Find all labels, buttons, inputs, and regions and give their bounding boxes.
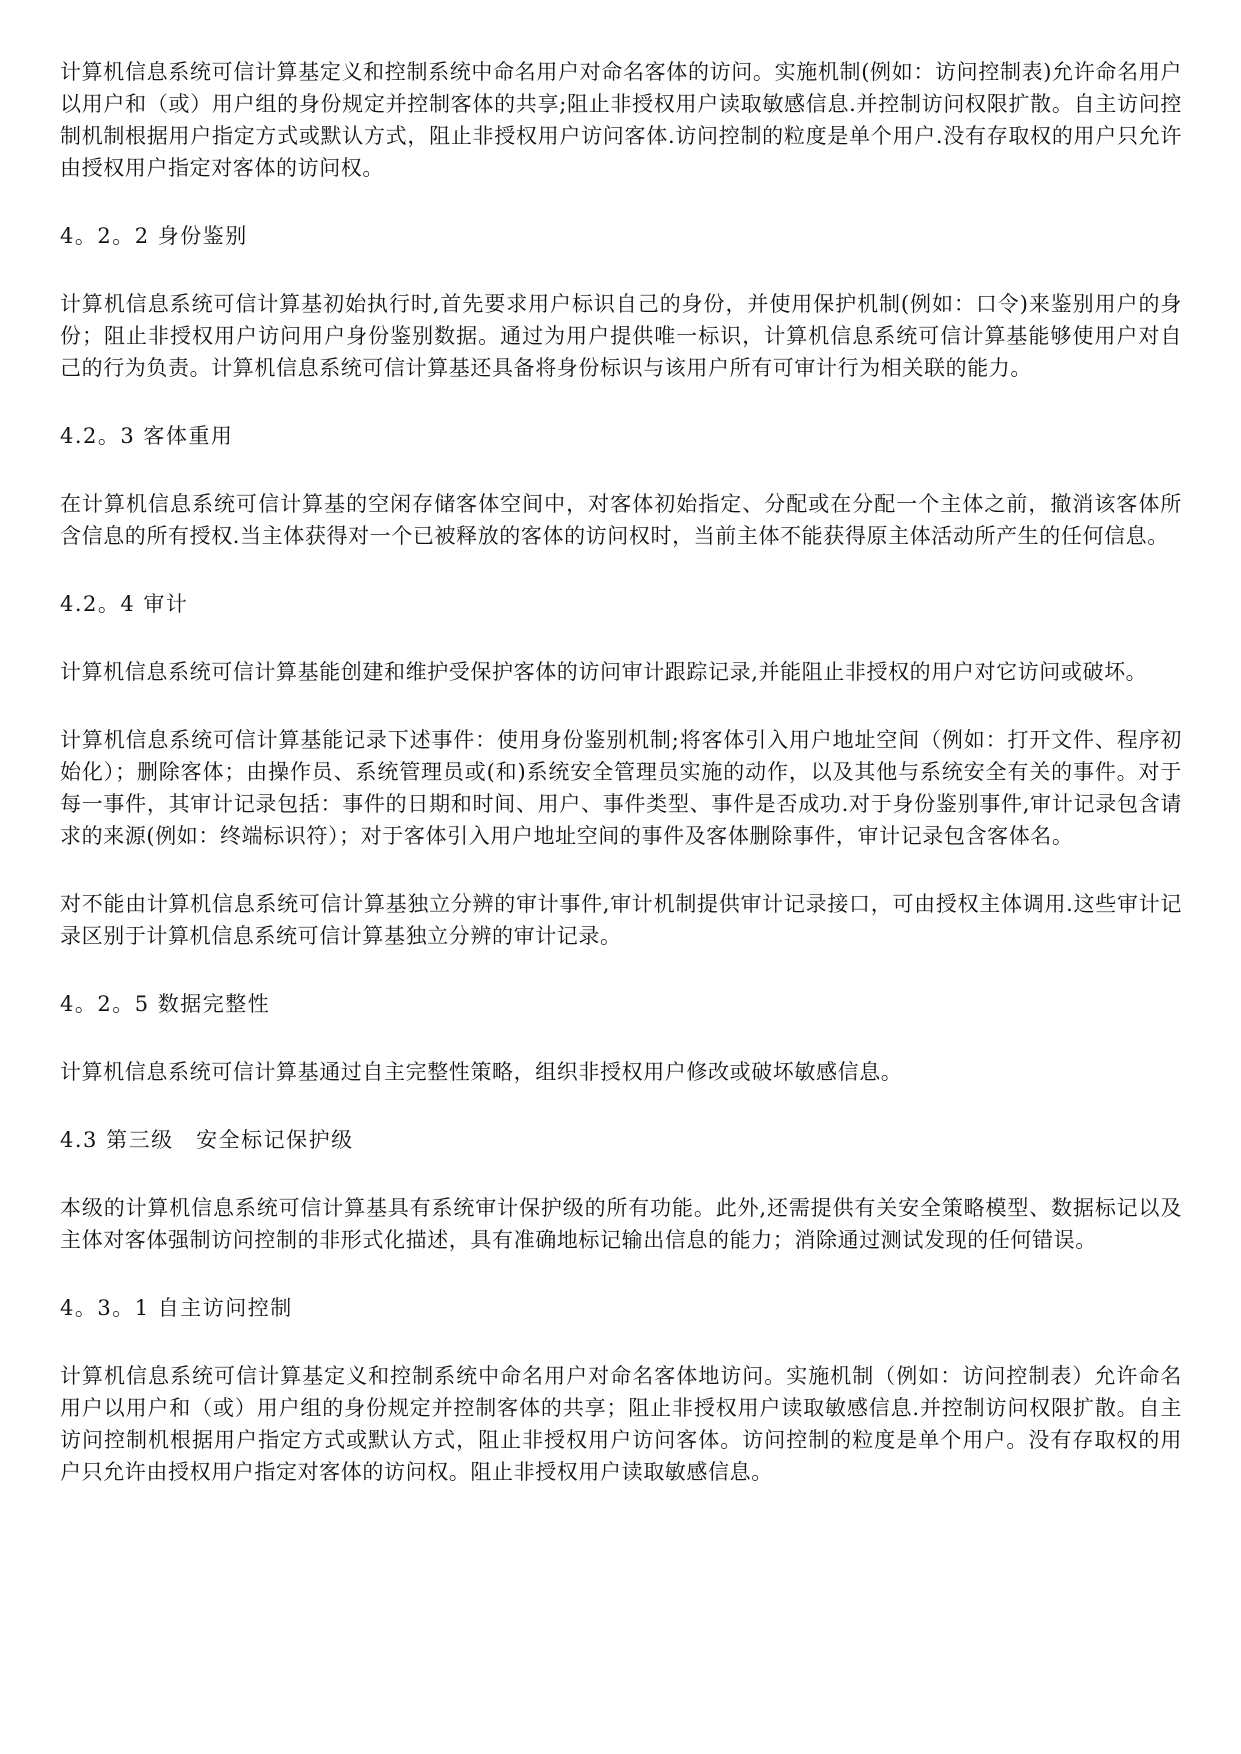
paragraph-object-reuse: 在计算机信息系统可信计算基的空闲存储客体空间中，对客体初始指定、分配或在分配一个主体之前，撤消该客体所含信息的所有授权.当主体获得对一个已被释放的客体的访问权时，当前主体不能获得原主体活动所产生的任何信息。 <box>60 492 1182 548</box>
heading-4-2-3-object-reuse: 4.2。3 客体重用 <box>60 424 234 448</box>
paragraph-dac-level2: 计算机信息系统可信计算基定义和控制系统中命名用户对命名客体的访问。实施机制(例如：访问控制表)允许命名用户以用户和（或）用户组的身份规定并控制客体的共享;阻止非授权用户读取敏感信息.并控制访问权限扩散。自主访问控制机制根据用户指定方式或默认方式，阻止非授权用户访问客体.访问控制的粒度是单个用户.没有存取权的用户只允许由授权用户指定对客体的访问权。 <box>60 60 1182 180</box>
document-body <box>60 56 1182 1524</box>
paragraph-identification: 计算机信息系统可信计算基初始执行时,首先要求用户标识自己的身份，并使用保护机制(例如：口令)来鉴别用户的身份；阻止非授权用户访问用户身份鉴别数据。通过为用户提供唯一标识，计算机信息系统可信计算基能够使用户对自己的行为负责。计算机信息系统可信计算基还具备将身份标识与该用户所有可审计行为相关联的能力。 <box>60 292 1182 380</box>
paragraph-level3-overview: 本级的计算机信息系统可信计算基具有系统审计保护级的所有功能。此外,还需提供有关安全策略模型、数据标记以及主体对客体强制访问控制的非形式化描述，具有准确地标记输出信息的能力；消除通过测试发现的任何错误。 <box>60 1196 1182 1252</box>
paragraph-audit-events: 计算机信息系统可信计算基能记录下述事件：使用身份鉴别机制;将客体引入用户地址空间（例如：打开文件、程序初始化）；删除客体；由操作员、系统管理员或(和)系统安全管理员实施的动作，以及其他与系统安全有关的事件。对于每一事件，其审计记录包括：事件的日期和时间、用户、事件类型、事件是否成功.对于身份鉴别事件,审计记录包含请求的来源(例如：终端标识符）；对于客体引入用户地址空间的事件及客体删除事件，审计记录包含客体名。 <box>60 728 1182 848</box>
heading-4-3-1-dac: 4。3。1 自主访问控制 <box>60 1296 293 1320</box>
paragraph-data-integrity: 计算机信息系统可信计算基通过自主完整性策略，组织非授权用户修改或破坏敏感信息。 <box>60 1060 903 1084</box>
paragraph-dac-level3: 计算机信息系统可信计算基定义和控制系统中命名用户对命名客体地访问。实施机制（例如：访问控制表）允许命名用户以用户和（或）用户组的身份规定并控制客体的共享；阻止非授权用户读取敏感信息.并控制访问权限扩散。自主访问控制机根据用户指定方式或默认方式，阻止非授权用户访问客体。访问控制的粒度是单个用户。没有存取权的用户只允许由授权用户指定对客体的访问权。阻止非授权用户读取敏感信息。 <box>60 1364 1182 1484</box>
paragraph-audit-trail: 计算机信息系统可信计算基能创建和维护受保护客体的访问审计跟踪记录,并能阻止非授权的用户对它访问或破坏。 <box>60 660 1148 684</box>
heading-4-3-level3: 4.3 第三级 安全标记保护级 <box>60 1128 354 1152</box>
heading-4-2-4-audit: 4.2。4 审计 <box>60 592 189 616</box>
heading-4-2-2-identification: 4。2。2 身份鉴别 <box>60 224 248 248</box>
paragraph-audit-interface: 对不能由计算机信息系统可信计算基独立分辨的审计事件,审计机制提供审计记录接口，可由授权主体调用.这些审计记录区别于计算机信息系统可信计算基独立分辨的审计记录。 <box>60 892 1182 948</box>
heading-4-2-5-data-integrity: 4。2。5 数据完整性 <box>60 992 271 1016</box>
